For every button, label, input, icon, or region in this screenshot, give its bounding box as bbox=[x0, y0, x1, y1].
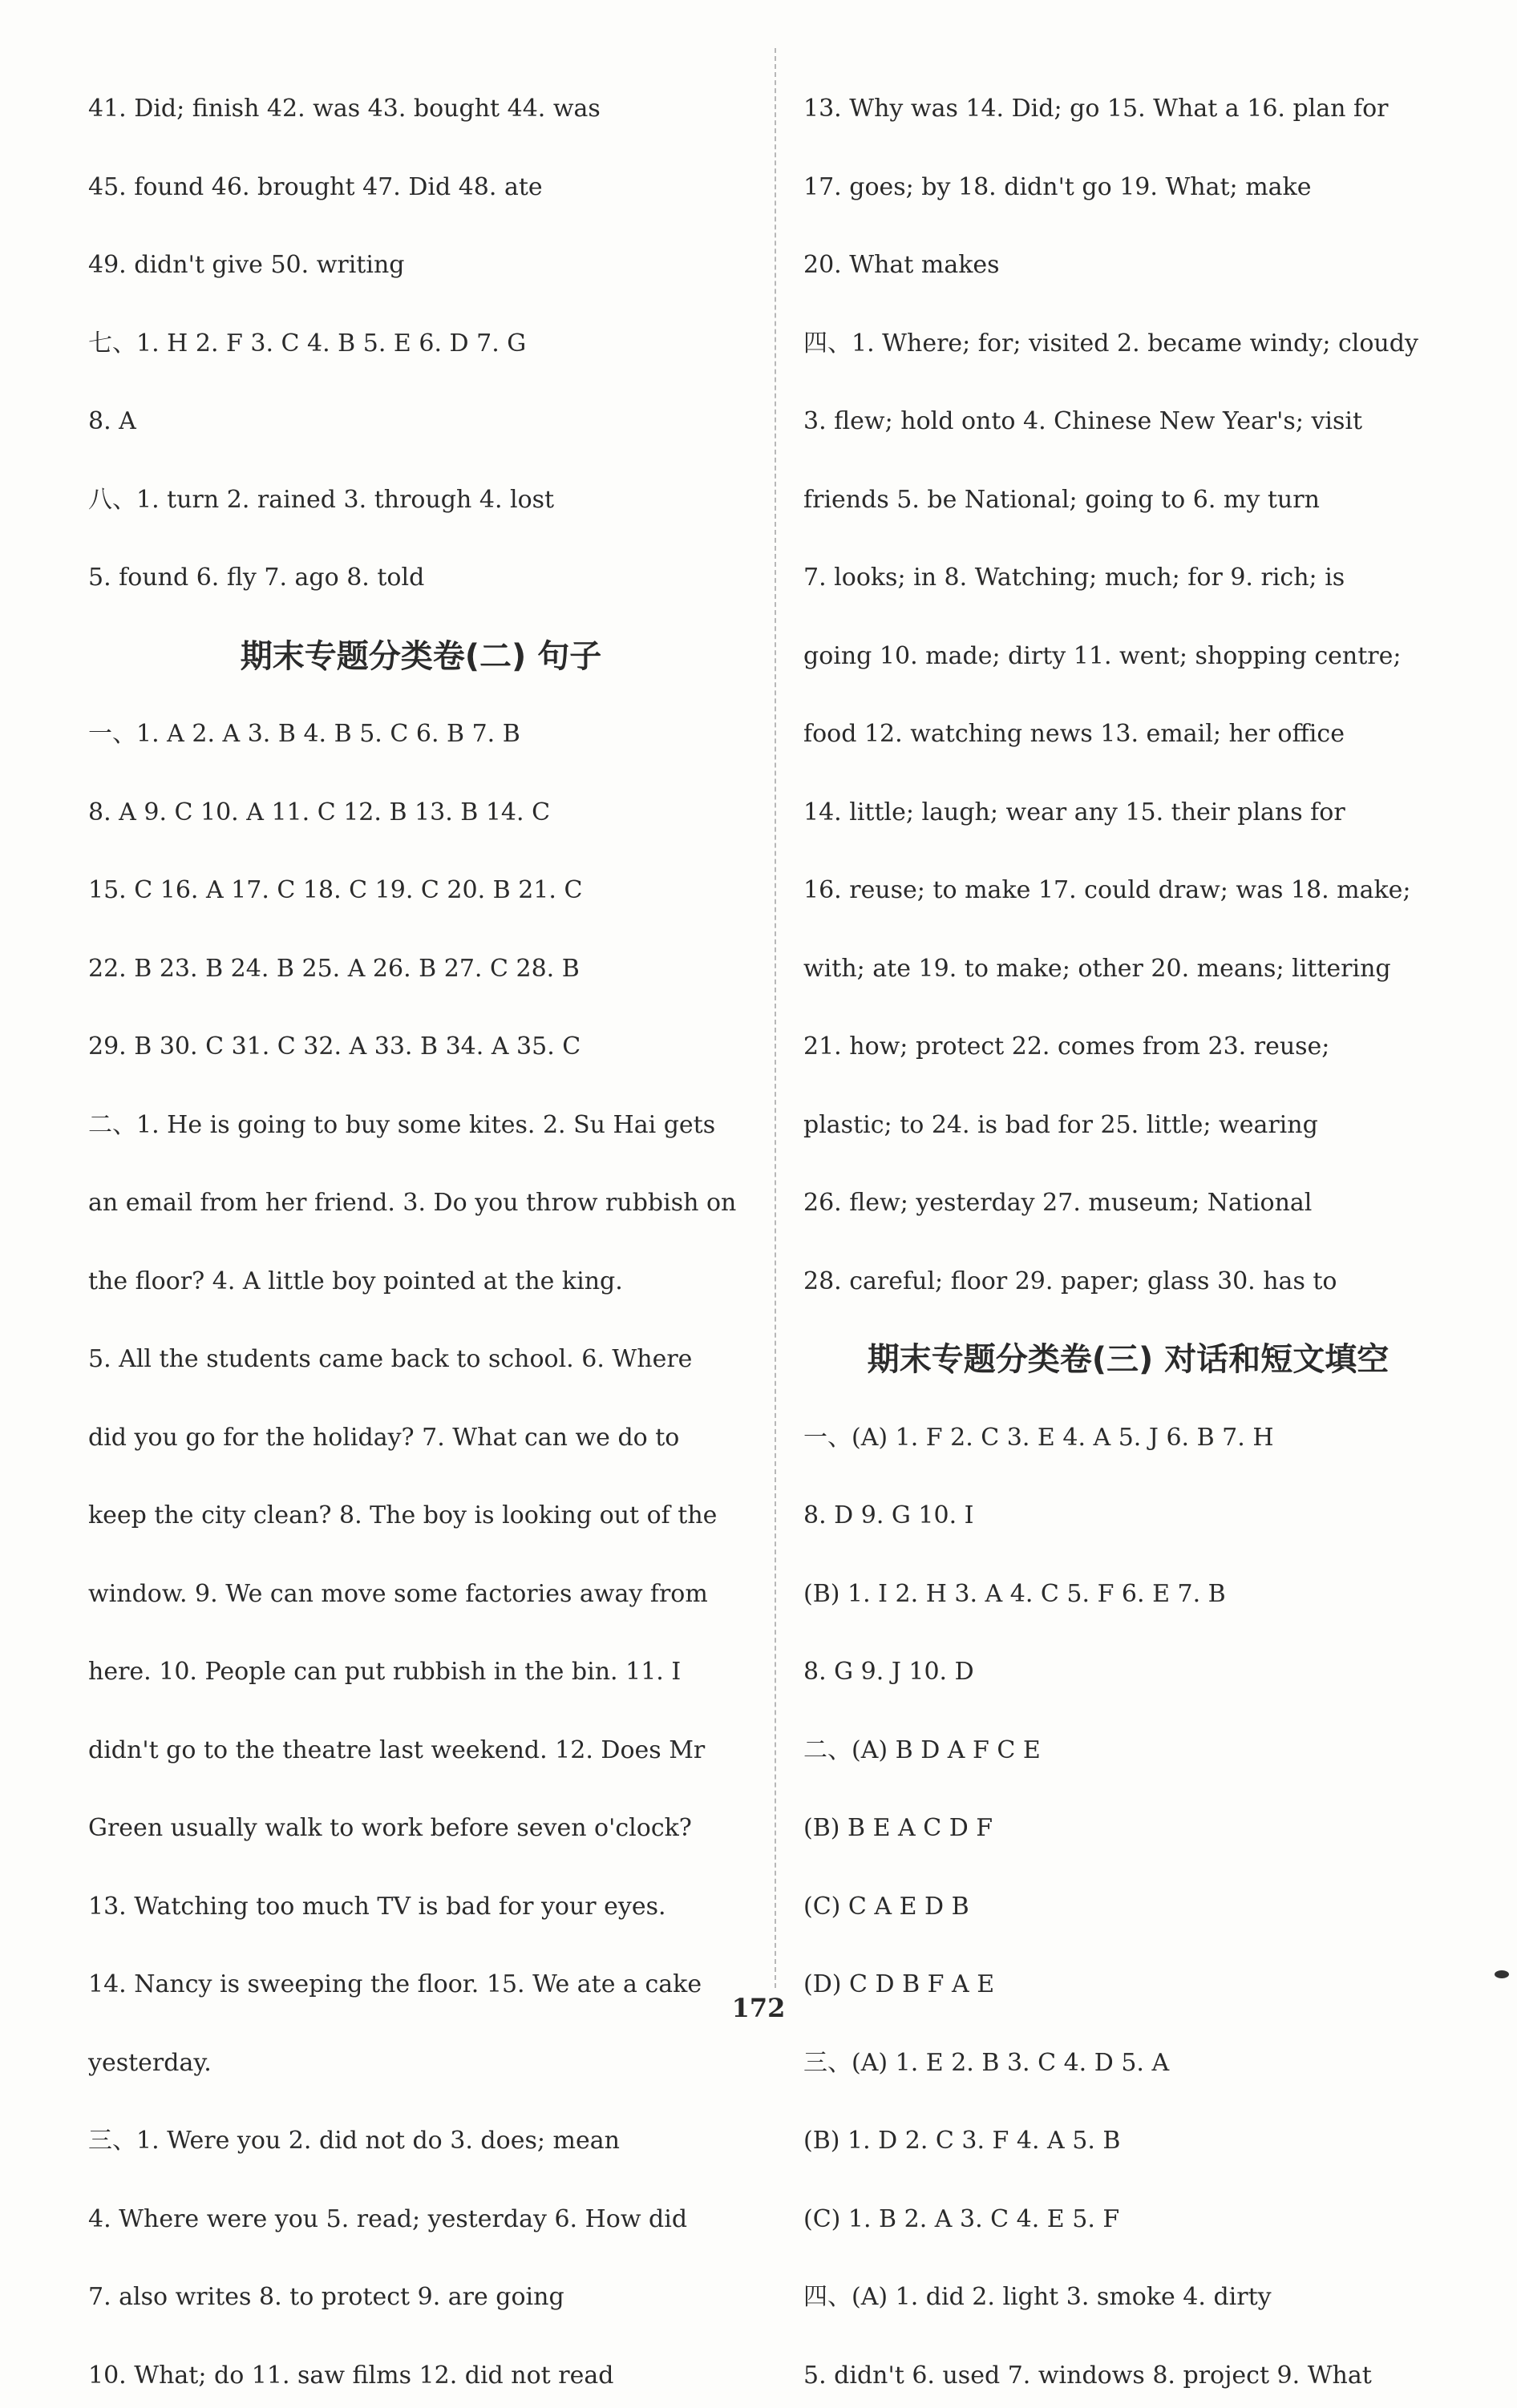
answer-line: 7. also writes 8. to protect 9. are going bbox=[88, 2283, 564, 2311]
answer-line: 26. flew; yesterday 27. museum; National bbox=[803, 1189, 1313, 1217]
answer-line: (B) 1. I 2. H 3. A 4. C 5. F 6. E 7. B bbox=[803, 1579, 1226, 1608]
answer-line: 14. little; laugh; wear any 15. their plans for bbox=[803, 798, 1345, 826]
answer-line: 一、1. A 2. A 3. B 4. B 5. C 6. B 7. B bbox=[88, 720, 520, 748]
section-heading: 期末专题分类卷(二) 句子 bbox=[240, 637, 602, 675]
answer-line: 二、(A) B D A F C E bbox=[803, 1735, 1041, 1764]
answer-line: 8. D 9. G 10. I bbox=[803, 1501, 974, 1529]
answer-line: 16. reuse; to make 17. could draw; was 18. make; bbox=[803, 876, 1411, 904]
answer-line: here. 10. People can put rubbish in the bin. 11. I bbox=[88, 1658, 682, 1686]
answer-line: 20. What makes bbox=[803, 251, 1000, 279]
answer-line: 13. Why was 14. Did; go 15. What a 16. plan for bbox=[803, 95, 1389, 123]
answer-line: 41. Did; finish 42. was 43. bought 44. was bbox=[88, 95, 601, 123]
answer-line: an email from her friend. 3. Do you throw rubbish on bbox=[88, 1189, 737, 1217]
answer-line: 四、1. Where; for; visited 2. became windy; cloudy bbox=[803, 329, 1418, 358]
answer-line: 7. looks; in 8. Watching; much; for 9. rich; is bbox=[803, 564, 1345, 592]
answer-line: (C) 1. B 2. A 3. C 4. E 5. F bbox=[803, 2204, 1120, 2233]
answer-line: 17. goes; by 18. didn't go 19. What; make bbox=[803, 172, 1312, 201]
answer-line: did you go for the holiday? 7. What can we do to bbox=[88, 1423, 680, 1452]
answer-line: (B) B E A C D F bbox=[803, 1814, 993, 1842]
answer-line: 三、(A) 1. E 2. B 3. C 4. D 5. A bbox=[803, 2048, 1170, 2077]
answer-line: 二、1. He is going to buy some kites. 2. Su Hai gets bbox=[88, 1110, 716, 1139]
answer-line: 5. All the students came back to school. 6. Where bbox=[88, 1345, 693, 1373]
answer-line: 29. B 30. C 31. C 32. A 33. B 34. A 35. C bbox=[88, 1032, 581, 1061]
answer-line: 10. What; do 11. saw films 12. did not read bbox=[88, 2361, 614, 2390]
answer-line: 8. G 9. J 10. D bbox=[803, 1658, 974, 1686]
answer-line: 八、1. turn 2. rained 3. through 4. lost bbox=[88, 485, 555, 514]
answer-line: (C) C A E D B bbox=[803, 1892, 969, 1921]
answer-line: plastic; to 24. is bad for 25. little; wearing bbox=[803, 1110, 1318, 1139]
answer-line: 5. found 6. fly 7. ago 8. told bbox=[88, 564, 425, 592]
answer-line: keep the city clean? 8. The boy is looking out of the bbox=[88, 1501, 718, 1529]
answer-line: 七、1. H 2. F 3. C 4. B 5. E 6. D 7. G bbox=[88, 329, 527, 358]
answer-line: 45. found 46. brought 47. Did 48. ate bbox=[88, 172, 543, 201]
answer-line: 14. Nancy is sweeping the floor. 15. We ate a cake bbox=[88, 1970, 702, 1998]
section-heading: 期末专题分类卷(三) 对话和短文填空 bbox=[867, 1341, 1390, 1378]
answer-line: 21. how; protect 22. comes from 23. reuse; bbox=[803, 1032, 1330, 1061]
answer-line: (D) C D B F A E bbox=[803, 1970, 995, 1998]
column-divider bbox=[775, 48, 776, 1988]
answer-line: 49. didn't give 50. writing bbox=[88, 251, 405, 279]
answer-line: 5. didn't 6. used 7. windows 8. project 9. What bbox=[803, 2361, 1372, 2390]
answer-line: yesterday. bbox=[88, 2048, 212, 2077]
page-number: 172 bbox=[731, 1993, 786, 2023]
answer-line: 8. A 9. C 10. A 11. C 12. B 13. B 14. C bbox=[88, 798, 551, 826]
answer-line: (B) 1. D 2. C 3. F 4. A 5. B bbox=[803, 2127, 1121, 2155]
answer-line: food 12. watching news 13. email; her office bbox=[803, 720, 1345, 748]
answer-line: 28. careful; floor 29. paper; glass 30. has to bbox=[803, 1267, 1337, 1295]
answer-line: 一、(A) 1. F 2. C 3. E 4. A 5. J 6. B 7. H bbox=[803, 1423, 1274, 1452]
answer-line: the floor? 4. A little boy pointed at the king. bbox=[88, 1267, 623, 1295]
answer-line: 3. flew; hold onto 4. Chinese New Year's; visit bbox=[803, 407, 1363, 435]
edge-mark bbox=[1495, 1970, 1509, 1978]
answer-line: 13. Watching too much TV is bad for your eyes. bbox=[88, 1892, 666, 1921]
answer-line: going 10. made; dirty 11. went; shopping centre; bbox=[803, 641, 1402, 670]
answer-line: with; ate 19. to make; other 20. means; littering bbox=[803, 954, 1391, 983]
answer-line: 4. Where were you 5. read; yesterday 6. How did bbox=[88, 2204, 688, 2233]
answer-line: 22. B 23. B 24. B 25. A 26. B 27. C 28. B bbox=[88, 954, 580, 983]
answer-line: 15. C 16. A 17. C 18. C 19. C 20. B 21. C bbox=[88, 876, 583, 904]
answer-line: Green usually walk to work before seven o'clock? bbox=[88, 1814, 692, 1842]
answer-line: 三、1. Were you 2. did not do 3. does; mean bbox=[88, 2127, 620, 2155]
answer-line: window. 9. We can move some factories away from bbox=[88, 1579, 708, 1608]
answer-line: friends 5. be National; going to 6. my turn bbox=[803, 485, 1320, 514]
answer-line: didn't go to the theatre last weekend. 12. Does Mr bbox=[88, 1735, 706, 1764]
answer-line: 四、(A) 1. did 2. light 3. smoke 4. dirty bbox=[803, 2283, 1272, 2311]
answer-line: 8. A bbox=[88, 407, 136, 435]
